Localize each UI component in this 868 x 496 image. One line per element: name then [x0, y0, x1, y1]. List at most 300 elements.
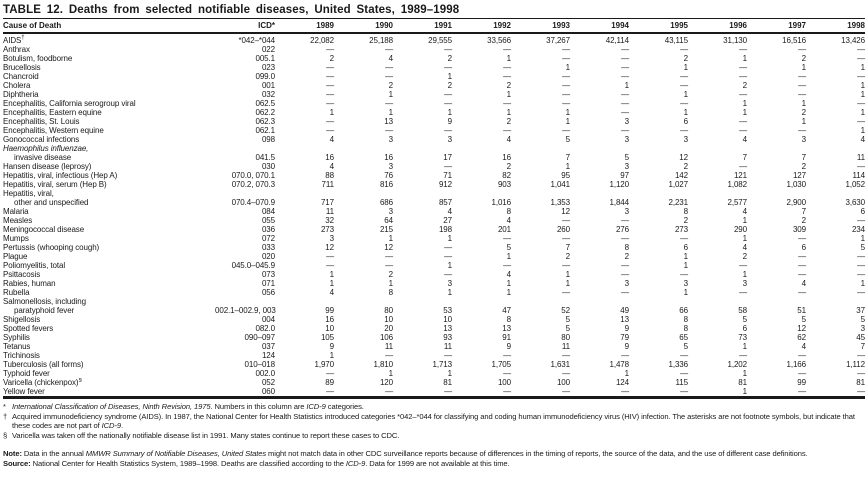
year-value: 31,130 [723, 36, 747, 45]
year-value: 13 [443, 324, 452, 333]
year-value: 1 [683, 288, 688, 297]
year-value: 82 [502, 171, 511, 180]
table-row-psittacosis [3, 270, 865, 279]
year-value: — [562, 45, 570, 54]
cause-label: Yellow fever [3, 387, 45, 396]
notifiable-diseases-table [3, 19, 865, 399]
cause-label: Anthrax [3, 45, 30, 54]
cause-label: Psittacosis [3, 270, 41, 279]
year-value: 309 [792, 225, 806, 234]
year-value: 4 [742, 135, 747, 144]
year-value: 81 [856, 378, 865, 387]
cause-label: Hepatitis, viral, infectious (Hep A) [3, 171, 118, 180]
year-value: 6 [683, 117, 688, 126]
table-row-plague [3, 252, 865, 261]
icd-code: 071 [261, 279, 275, 288]
year-value: — [798, 126, 806, 135]
year-value: — [385, 387, 393, 396]
year-value: 4 [388, 54, 393, 63]
year-value: 686 [379, 198, 393, 207]
year-value: — [562, 216, 570, 225]
year-value: 1,336 [668, 360, 688, 369]
year-value: 2 [447, 54, 452, 63]
year-value: 2 [388, 270, 393, 279]
cause-cell [3, 252, 215, 261]
year-value: 2 [801, 162, 806, 171]
year-value: 1 [329, 279, 334, 288]
year-value: — [503, 261, 511, 270]
column-header-1995: 1995 [629, 19, 688, 33]
cause-label: Haemophilus influenzae, [3, 144, 89, 153]
year-value: 27 [443, 216, 452, 225]
icd-code: 062.5 [255, 99, 275, 108]
table-row-measles [3, 216, 865, 225]
cause-label: Syphilis [3, 333, 30, 342]
year-value: 1 [624, 81, 629, 90]
year-value: — [385, 99, 393, 108]
year-value: 100 [556, 378, 570, 387]
year-value: — [385, 45, 393, 54]
year-value: 4 [447, 207, 452, 216]
year-value: 3 [683, 279, 688, 288]
column-header-1991: 1991 [393, 19, 452, 33]
year-value: 115 [675, 378, 688, 387]
cause-cell [3, 360, 215, 369]
year-value: 97 [620, 171, 629, 180]
year-value: — [326, 117, 334, 126]
year-value: 711 [321, 180, 334, 189]
year-value: 2 [624, 252, 629, 261]
icd-code: 124 [261, 351, 275, 360]
year-value: 5 [860, 315, 865, 324]
year-value: — [444, 351, 452, 360]
year-value: — [739, 63, 747, 72]
table-row-encephalitis-eastern-equine [3, 108, 865, 117]
year-value: 11 [856, 153, 865, 162]
year-value: — [562, 81, 570, 90]
year-value: — [798, 270, 806, 279]
cause-cell [3, 117, 215, 126]
year-value: 1 [742, 54, 747, 63]
cause-cell [3, 342, 215, 351]
year-value: — [798, 90, 806, 99]
footnotes-block [3, 402, 865, 440]
cause-cell [3, 180, 215, 189]
year-value: 13 [502, 324, 511, 333]
year-value: 45 [856, 333, 865, 342]
year-value: — [680, 99, 688, 108]
year-value: 10 [325, 324, 334, 333]
year-value: — [857, 270, 865, 279]
year-value: 2,577 [727, 198, 747, 207]
year-value: 1 [388, 234, 393, 243]
icd-code: 060 [261, 387, 275, 396]
table-row-varicella-chickenpox [3, 378, 865, 387]
cause-label: Shigellosis [3, 315, 41, 324]
year-value: 12 [561, 207, 570, 216]
year-value: — [621, 108, 629, 117]
year-value: 8 [683, 207, 688, 216]
year-value: — [739, 261, 747, 270]
table-row-typhoid-fever [3, 369, 865, 378]
column-header-icd: ICD* [215, 19, 275, 33]
year-value: 121 [733, 171, 747, 180]
year-value: 11 [325, 207, 334, 216]
note-source-block [3, 449, 865, 468]
text-segment: might not match data in other CDC surveillance reports because of differences in the timing of reports, the source of the data, and the use of different case definitions. [266, 449, 808, 459]
cause-label: Cholera [3, 81, 31, 90]
year-value: 2 [565, 252, 570, 261]
table-row-encephalitis-western-equine [3, 126, 865, 135]
table-row-cholera [3, 81, 865, 90]
column-header-1997: 1997 [747, 19, 806, 33]
year-value: 106 [379, 333, 393, 342]
year-value: 11 [384, 342, 393, 351]
year-value: — [503, 369, 511, 378]
year-value: 49 [620, 306, 629, 315]
year-value: — [621, 270, 629, 279]
year-value: 71 [443, 171, 452, 180]
year-value: 2,231 [668, 198, 688, 207]
year-value: 9 [329, 342, 334, 351]
year-value: — [444, 45, 452, 54]
footnote-symbol: † [3, 411, 8, 421]
cause-cell [3, 63, 215, 72]
table-row-salmonellosis-including-line1 [3, 297, 865, 306]
year-value: 1,016 [491, 198, 511, 207]
year-value: 1 [860, 81, 865, 90]
table-row-poliomyelitis-total [3, 261, 865, 270]
cause-label: Brucellosis [3, 63, 41, 72]
year-value: 1,112 [846, 360, 865, 369]
table-row-other-and-unspecified [3, 198, 865, 207]
year-value: — [444, 252, 452, 261]
table-row-meningococcal-disease [3, 225, 865, 234]
year-value: 1 [506, 252, 511, 261]
year-value: 1 [860, 279, 865, 288]
year-value: 1 [742, 234, 747, 243]
year-value: 1 [447, 288, 452, 297]
note-text [3, 449, 865, 459]
cause-cell [3, 171, 215, 180]
year-value: 1,041 [550, 180, 570, 189]
year-value: — [739, 126, 747, 135]
year-value: — [680, 72, 688, 81]
year-value: 95 [561, 171, 570, 180]
year-value: 37,267 [546, 36, 570, 45]
cause-cell [3, 33, 215, 45]
cause-label: Encephalitis, Eastern equine [3, 108, 102, 117]
year-value: 11 [443, 342, 452, 351]
year-value: 2 [742, 81, 747, 90]
year-value: — [562, 351, 570, 360]
year-value: — [385, 261, 393, 270]
year-value: — [857, 369, 865, 378]
year-value: 100 [497, 378, 511, 387]
year-value: 5 [860, 243, 865, 252]
year-value: 1,166 [786, 360, 806, 369]
cause-label: Mumps [3, 234, 29, 243]
year-value: 1 [860, 108, 865, 117]
year-value: 1 [742, 387, 747, 396]
year-value: 1 [388, 279, 393, 288]
year-value: — [503, 45, 511, 54]
year-value: 12 [797, 324, 806, 333]
cause-label: Plague [3, 252, 28, 261]
cause-label: Rabies, human [3, 279, 56, 288]
year-value: — [798, 81, 806, 90]
year-value: 51 [797, 306, 806, 315]
year-value: 53 [443, 306, 452, 315]
year-value: 16 [502, 153, 511, 162]
year-value: 7 [565, 153, 570, 162]
table-row-haemophilus-influenzae-line1 [3, 144, 865, 153]
year-value: 2 [683, 216, 688, 225]
cause-label: AIDS [3, 36, 22, 45]
year-value: — [326, 252, 334, 261]
year-value: 1 [506, 279, 511, 288]
year-value: 2,900 [786, 198, 806, 207]
cause-label: Rubella [3, 288, 30, 297]
cause-label: Salmonellosis, including [3, 297, 86, 306]
year-value: 5 [801, 315, 806, 324]
year-value: 42,114 [605, 36, 629, 45]
year-value: 903 [497, 180, 511, 189]
table-row-pertussis-whooping-cough [3, 243, 865, 252]
year-value: — [798, 369, 806, 378]
year-value: 4 [506, 270, 511, 279]
year-value: 8 [683, 324, 688, 333]
year-value: — [621, 216, 629, 225]
year-value: — [621, 63, 629, 72]
year-value: 1 [683, 90, 688, 99]
year-value: 5 [506, 243, 511, 252]
footnote [3, 412, 865, 431]
year-value: 1 [801, 117, 806, 126]
year-value: — [326, 387, 334, 396]
year-value: — [798, 288, 806, 297]
column-header-1989: 1989 [275, 19, 334, 33]
year-value: 1 [329, 270, 334, 279]
year-value: 12 [384, 243, 393, 252]
table-row-anthrax [3, 45, 865, 54]
year-value: 8 [388, 288, 393, 297]
year-value: 1 [565, 270, 570, 279]
year-value: 234 [851, 225, 865, 234]
cause-cell [3, 135, 215, 144]
icd-code: 098 [261, 135, 275, 144]
text-segment: ICD-9 [101, 421, 121, 431]
year-value: 3 [388, 162, 393, 171]
year-value: — [326, 45, 334, 54]
year-value: 2 [683, 54, 688, 63]
year-value: 9 [447, 117, 452, 126]
cause-label: Gonococcal infections [3, 135, 80, 144]
year-value: 62 [797, 333, 806, 342]
year-value: 4 [801, 342, 806, 351]
table-row-aids [3, 33, 865, 45]
year-value: — [680, 81, 688, 90]
year-value: 912 [438, 180, 452, 189]
year-value: 1,705 [491, 360, 511, 369]
year-value: 1 [742, 369, 747, 378]
year-value: — [798, 234, 806, 243]
year-value: — [798, 261, 806, 270]
text-segment: . Data for 1999 are not available at this time. [365, 458, 510, 468]
year-value: 4 [742, 207, 747, 216]
icd-code: 062.3 [255, 117, 275, 126]
year-value: 10 [443, 315, 452, 324]
cause-label: Encephalitis, California serogroup viral [3, 99, 136, 108]
year-value: — [739, 45, 747, 54]
cause-label: Trichinosis [3, 351, 40, 360]
table-row-syphilis [3, 333, 865, 342]
year-value: — [562, 90, 570, 99]
year-value: 7 [860, 342, 865, 351]
year-value: 1 [624, 369, 629, 378]
year-value: — [680, 369, 688, 378]
year-value: 3 [624, 135, 629, 144]
year-value: — [444, 243, 452, 252]
column-header-1993: 1993 [511, 19, 570, 33]
icd-code: 032 [261, 90, 275, 99]
year-value: 80 [561, 333, 570, 342]
cause-label: Hepatitis, viral, serum (Hep B) [3, 180, 107, 189]
year-value: 3 [388, 207, 393, 216]
footnote-marker: § [78, 378, 82, 383]
year-value: — [680, 387, 688, 396]
icd-code: 002.0 [255, 369, 275, 378]
year-value: 1 [506, 108, 511, 117]
year-value: 4 [506, 216, 511, 225]
icd-code: 090–097 [244, 333, 275, 342]
year-value: — [562, 99, 570, 108]
cause-cell [3, 90, 215, 99]
year-value: — [857, 351, 865, 360]
icd-code: 062.1 [255, 126, 275, 135]
cause-label: Hepatitis, viral, [3, 189, 54, 198]
year-value: 120 [379, 378, 393, 387]
year-value: — [621, 90, 629, 99]
year-value: — [562, 126, 570, 135]
text-segment: . Numbers in this column are [210, 402, 307, 411]
cause-cell [3, 387, 215, 398]
year-value: 1 [447, 234, 452, 243]
year-value: 1,844 [609, 198, 629, 207]
year-value: — [680, 351, 688, 360]
cause-label: Diphtheria [3, 90, 39, 99]
year-value: 64 [384, 216, 393, 225]
table-row-rabies-human [3, 279, 865, 288]
table-row-diphtheria [3, 90, 865, 99]
year-value: — [326, 63, 334, 72]
table-row-chancroid [3, 72, 865, 81]
year-value: — [857, 252, 865, 261]
year-value: — [326, 99, 334, 108]
icd-code: 056 [261, 288, 275, 297]
year-value: 8 [506, 315, 511, 324]
year-value: 8 [683, 315, 688, 324]
year-value: 3 [683, 135, 688, 144]
year-value: — [503, 387, 511, 396]
year-value: — [503, 351, 511, 360]
cause-cell [3, 45, 215, 54]
year-value: 1 [388, 108, 393, 117]
year-value: 3 [801, 135, 806, 144]
year-value: — [326, 81, 334, 90]
year-value: 4 [329, 288, 334, 297]
year-value: — [798, 45, 806, 54]
year-value: — [798, 351, 806, 360]
year-value: 2 [506, 117, 511, 126]
year-value: — [621, 261, 629, 270]
table-row-hepatitis-viral-line1 [3, 189, 865, 198]
year-value: 3 [742, 279, 747, 288]
text-segment: . [121, 421, 124, 431]
footnote-symbol: * [3, 402, 6, 411]
icd-code: 005.1 [255, 54, 275, 63]
year-value: 1,970 [314, 360, 334, 369]
year-value: 276 [615, 225, 629, 234]
cause-cell [3, 162, 215, 171]
cause-label: Tuberculosis (all forms) [3, 360, 84, 369]
year-value: — [503, 72, 511, 81]
year-value: — [562, 288, 570, 297]
year-value: 32 [325, 216, 334, 225]
year-value: 7 [801, 153, 806, 162]
year-value: 124 [615, 378, 629, 387]
text-segment: MMWR Summary of Notifiable Diseases, United States [85, 449, 267, 459]
year-value: 4 [329, 135, 334, 144]
year-value: 4 [329, 162, 334, 171]
cause-cell [3, 324, 215, 333]
cause-label: Botulism, foodborne [3, 54, 73, 63]
year-value: 1 [447, 108, 452, 117]
year-value: — [739, 351, 747, 360]
year-value: — [739, 288, 747, 297]
year-value: 3 [624, 207, 629, 216]
year-value: 1 [565, 162, 570, 171]
year-value: 1,810 [373, 360, 393, 369]
year-value: — [857, 54, 865, 63]
year-value: 1,027 [668, 180, 688, 189]
year-value: 114 [852, 171, 865, 180]
year-value: 7 [565, 243, 570, 252]
year-value: 2 [683, 162, 688, 171]
year-value: — [857, 162, 865, 171]
year-value: 857 [438, 198, 452, 207]
cause-label: Encephalitis, Western equine [3, 126, 104, 135]
year-value: — [385, 252, 393, 261]
year-value: 1 [506, 288, 511, 297]
year-value: — [444, 99, 452, 108]
year-value: — [857, 117, 865, 126]
year-value: 81 [738, 378, 747, 387]
text-segment: ICD-9 [306, 402, 326, 411]
year-value: 1 [565, 108, 570, 117]
year-value: 273 [320, 225, 334, 234]
year-value: 6 [801, 243, 806, 252]
year-value: 260 [556, 225, 570, 234]
year-value: 1,202 [727, 360, 747, 369]
year-value: 93 [443, 333, 452, 342]
cause-cell [3, 225, 215, 234]
year-value: 1 [506, 90, 511, 99]
year-value: 79 [620, 333, 629, 342]
icd-code: 052 [261, 378, 275, 387]
year-value: — [621, 351, 629, 360]
cause-label: Spotted fevers [3, 324, 54, 333]
